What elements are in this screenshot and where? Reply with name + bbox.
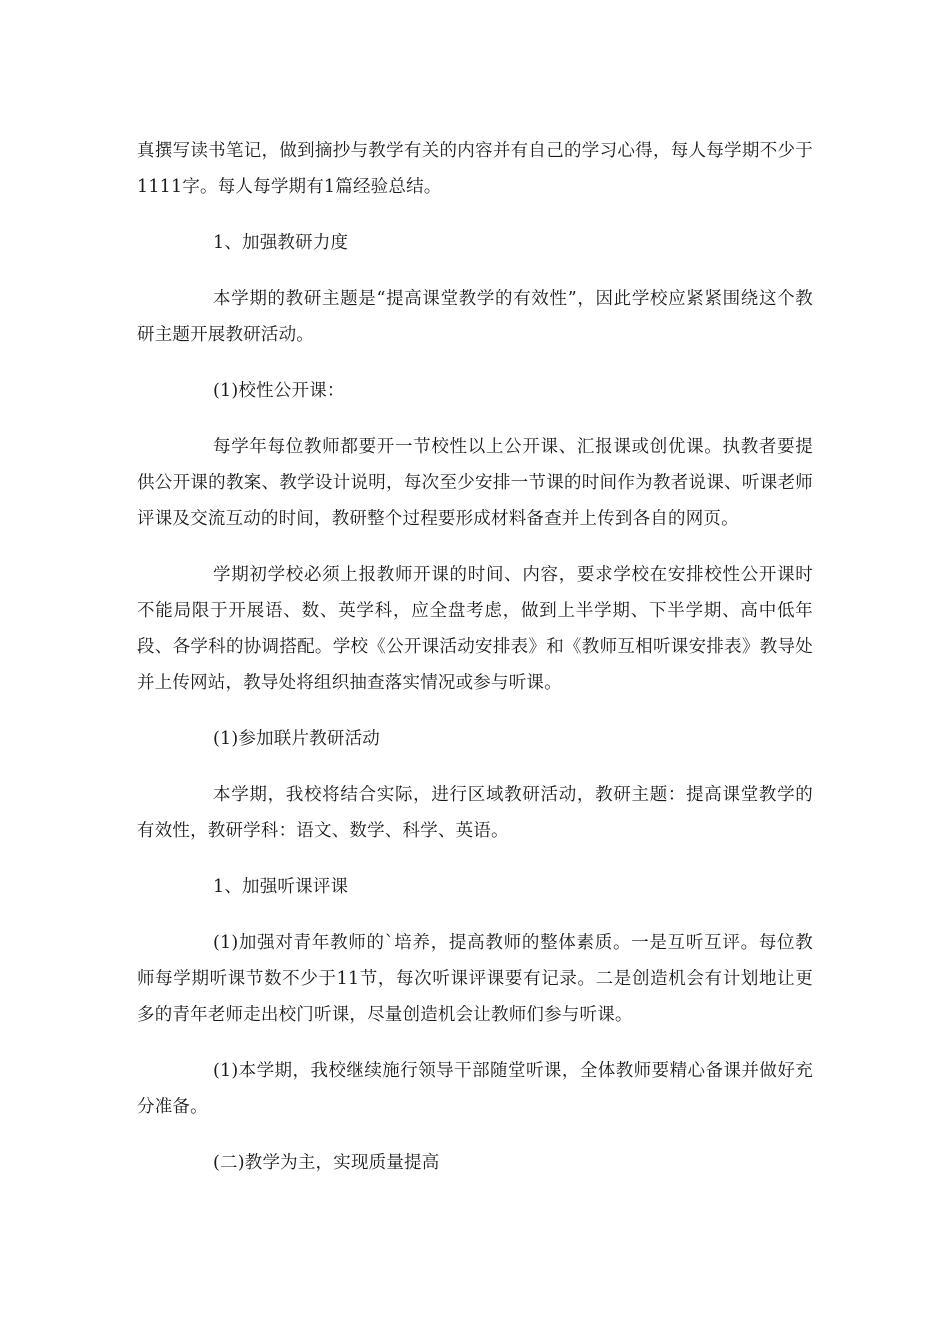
paragraph-open-class-requirements: 每学年每位教师都要开一节校性以上公开课、汇报课或创优课。执教者要提供公开课的教案、教学设计说明，每次至少安排一节课的时间作为教者说课、听课老师评课及交流互动的时间，教研整个过程要形成材料备查并上传到各自的网页。 bbox=[137, 437, 813, 529]
paragraph-regional-research: 本学期，我校将结合实际，进行区域教研活动，教研主题：提高课堂教学的有效性，教研学科：语文、数学、科学、英语。 bbox=[137, 785, 813, 841]
heading-strengthen-research: 1、加强教研力度 bbox=[213, 233, 349, 253]
paragraph-leader-observation: (1)本学期，我校继续施行领导干部随堂听课，全体教师要精心备课并做好充分准备。 bbox=[137, 1061, 813, 1117]
document-body bbox=[137, 133, 813, 1201]
heading-joint-research: (1)参加联片教研活动 bbox=[213, 729, 380, 749]
heading-school-open-class: (1)校性公开课： bbox=[213, 381, 345, 401]
paragraph-semester-schedule: 学期初学校必须上报教师开课的时间、内容，要求学校在安排校性公开课时不能局限于开展语、数、英学科，应全盘考虑，做到上半学期、下半学期、高中低年段、各学科的协调搭配。学校《公开课活动安排表》和《教师互相听课安排表》教导处并上传网站，教导处将组织抽查落实情况或参与听课。 bbox=[137, 565, 813, 693]
paragraph-reading-notes: 真撰写读书笔记，做到摘抄与教学有关的内容并有自己的学习心得，每人每学期不少于1111字。每人每学期有1篇经验总结。 bbox=[137, 141, 813, 197]
paragraph-research-theme: 本学期的教研主题是“提高课堂教学的有效性”，因此学校应紧紧围绕这个教研主题开展教研活动。 bbox=[137, 289, 813, 345]
heading-teaching-quality: (二)教学为主，实现质量提高 bbox=[213, 1153, 440, 1173]
heading-lesson-observation: 1、加强听课评课 bbox=[213, 877, 349, 897]
paragraph-young-teachers: (1)加强对青年教师的`培养，提高教师的整体素质。一是互听互评。每位教师每学期听课节数不少于11节，每次听课评课要有记录。二是创造机会有计划地让更多的青年老师走出校门听课，尽量创造机会让教师们参与听课。 bbox=[137, 933, 813, 1025]
